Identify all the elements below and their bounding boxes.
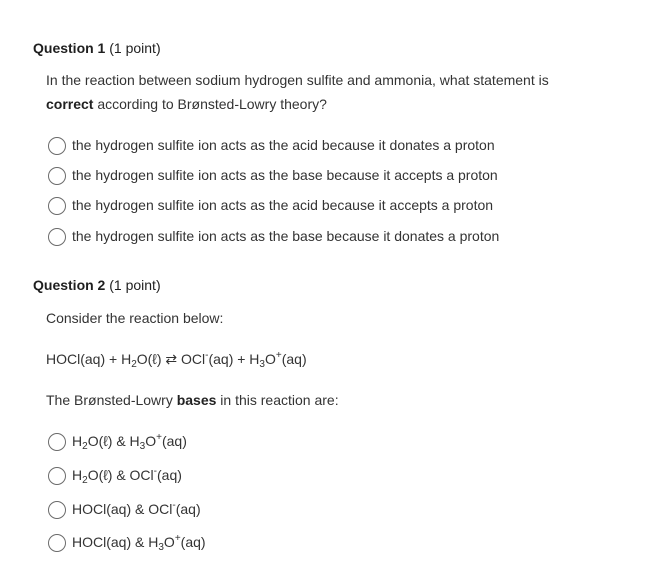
option-subscript: 3 bbox=[139, 441, 146, 452]
option-superscript: - bbox=[153, 466, 157, 477]
option-superscript: - bbox=[172, 500, 176, 511]
bases-prompt-pre: The Brønsted-Lowry bbox=[46, 392, 177, 408]
reaction-part: (aq) bbox=[281, 351, 307, 367]
q2-option-d-label[interactable] bbox=[72, 533, 206, 553]
bases-prompt-bold: bases bbox=[176, 392, 217, 408]
q2-option-c-radio[interactable] bbox=[48, 501, 66, 519]
question-1-title bbox=[33, 40, 161, 56]
q2-option-c-label[interactable] bbox=[72, 501, 201, 517]
question-1-prompt-line2 bbox=[46, 96, 327, 112]
question-2-consider: Consider the reaction below: bbox=[46, 310, 224, 326]
question-2-points: (1 point) bbox=[109, 277, 161, 293]
reaction-subscript: 2 bbox=[131, 359, 137, 370]
question-1-points: (1 point) bbox=[109, 40, 161, 56]
q1-option-d-label[interactable]: the hydrogen sulfite ion acts as the base because it donates a proton bbox=[72, 228, 500, 244]
option-text: H bbox=[72, 467, 83, 483]
option-text: O bbox=[163, 534, 175, 550]
reaction-part: O(ℓ) ⇄ OCl bbox=[136, 351, 206, 367]
option-text: (aq) bbox=[175, 501, 201, 517]
q1-option-a-radio[interactable] bbox=[48, 137, 66, 155]
option-subscript: 3 bbox=[158, 542, 164, 553]
option-text: HOCl(aq) & OCl bbox=[72, 501, 173, 517]
reaction-part: O bbox=[264, 351, 276, 367]
bases-prompt-post: in this reaction are: bbox=[216, 392, 339, 408]
reaction-superscript: + bbox=[275, 350, 282, 361]
reaction-superscript: - bbox=[205, 350, 209, 361]
q1-option-b-radio[interactable] bbox=[48, 167, 66, 185]
question-1-prompt-bold: correct bbox=[46, 96, 94, 112]
option-text: O(ℓ) & OCl bbox=[87, 467, 154, 483]
option-text: O bbox=[145, 433, 157, 449]
question-2-label: Question 2 bbox=[33, 277, 106, 293]
q1-option-c-radio[interactable] bbox=[48, 197, 66, 215]
option-text: H bbox=[72, 433, 83, 449]
reaction-part: HOCl(aq) + H bbox=[46, 351, 132, 367]
q2-option-b-label[interactable] bbox=[72, 466, 182, 486]
option-text: (aq) bbox=[157, 467, 182, 483]
option-subscript: 2 bbox=[82, 475, 88, 486]
reaction-part: (aq) + H bbox=[208, 351, 260, 367]
question-2-reaction bbox=[46, 351, 307, 368]
option-subscript: 2 bbox=[82, 441, 88, 452]
q1-option-d-radio[interactable] bbox=[48, 228, 66, 246]
option-text: O(ℓ) & H bbox=[87, 433, 140, 449]
option-superscript: + bbox=[174, 533, 181, 544]
question-1-prompt-line1: In the reaction between sodium hydrogen sulfite and ammonia, what statement is bbox=[46, 72, 549, 88]
q2-option-a-radio[interactable] bbox=[48, 433, 66, 451]
q1-option-b-label[interactable]: the hydrogen sulfite ion acts as the base because it accepts a proton bbox=[72, 167, 498, 183]
q2-option-d-radio[interactable] bbox=[48, 534, 66, 552]
option-text: HOCl(aq) & H bbox=[72, 534, 159, 550]
q1-option-a-label[interactable]: the hydrogen sulfite ion acts as the acid because it donates a proton bbox=[72, 137, 495, 153]
q2-option-b-radio[interactable] bbox=[48, 467, 66, 485]
option-text: (aq) bbox=[161, 433, 187, 449]
reaction-subscript: 3 bbox=[259, 359, 265, 370]
question-2-bases-prompt bbox=[46, 392, 339, 408]
q2-option-a-label[interactable] bbox=[72, 432, 187, 452]
question-1-prompt-rest: according to Brønsted-Lowry theory? bbox=[93, 96, 327, 112]
question-2-title bbox=[33, 277, 161, 293]
q1-option-c-label[interactable]: the hydrogen sulfite ion acts as the acid because it accepts a proton bbox=[72, 197, 494, 213]
question-1-label: Question 1 bbox=[33, 40, 106, 56]
option-superscript: + bbox=[156, 432, 162, 443]
option-text: (aq) bbox=[180, 534, 206, 550]
